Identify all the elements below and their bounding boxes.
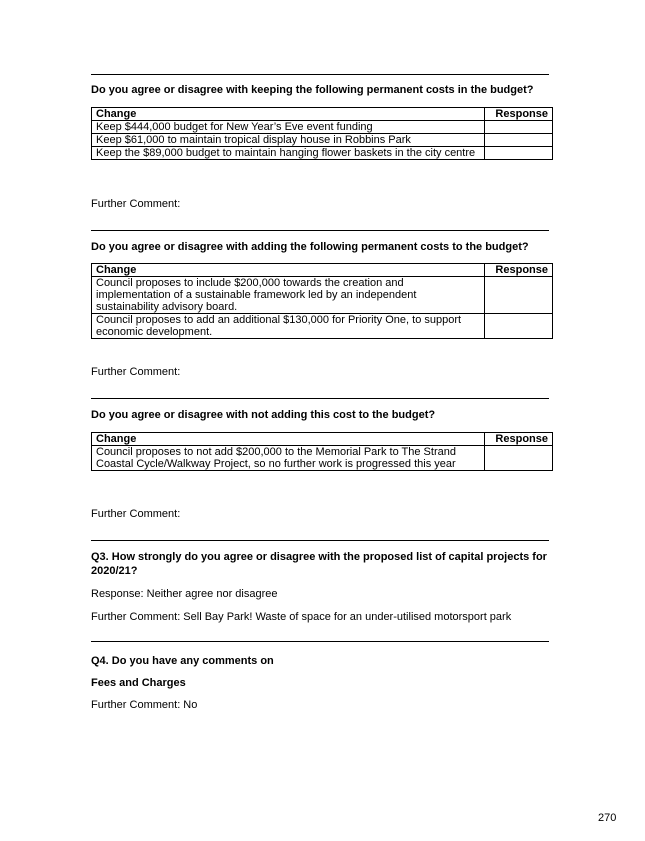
change-cell: Council proposes to not add $200,000 to the Memorial Park to The Strand Coastal Cycle/Walkway Project, so no further work is progressed this year [92,446,485,471]
response-cell [485,134,553,147]
q3-further-comment: Further Comment: Sell Bay Park! Waste of space for an under-utilised motorsport park [91,611,512,623]
response-cell [485,277,553,314]
section2-question: Do you agree or disagree with adding the following permanent costs to the budget? [91,241,529,253]
further-comment-label: Further Comment: [91,198,181,210]
section2-table [91,263,553,339]
response-cell [485,121,553,134]
table-row [92,446,553,471]
q4-question: Q4. Do you have any comments on [91,655,274,667]
table-row [92,314,553,339]
response-cell [485,446,553,471]
response-cell [485,147,553,160]
header-change: Change [92,108,485,121]
change-cell: Council proposes to include $200,000 towards the creation and implementation of a sustainable framework led by an independent sustainability advisory board. [92,277,485,314]
q4-further-comment: Further Comment: No [91,699,198,711]
section1-table [91,107,553,160]
change-cell: Council proposes to add an additional $130,000 for Priority One, to support economic development. [92,314,485,339]
header-response: Response [485,433,553,446]
divider [91,398,549,399]
header-response: Response [485,108,553,121]
section3-table [91,432,553,471]
header-change: Change [92,264,485,277]
change-cell: Keep $444,000 budget for New Year’s Eve event funding [92,121,485,134]
section1-question: Do you agree or disagree with keeping the following permanent costs in the budget? [91,84,534,96]
q3-question: Q3. How strongly do you agree or disagree with the proposed list of capital projects for 2020/21? [91,551,547,577]
table-row [92,134,553,147]
table-row [92,277,553,314]
change-cell: Keep $61,000 to maintain tropical display house in Robbins Park [92,134,485,147]
q4-subheading: Fees and Charges [91,677,186,689]
further-comment-label: Further Comment: [91,366,181,378]
divider [91,230,549,231]
page-number: 270 [598,812,617,824]
further-comment-label: Further Comment: [91,508,181,520]
change-cell: Keep the $89,000 budget to maintain hanging flower baskets in the city centre [92,147,485,160]
divider [91,641,549,642]
q3-response: Response: Neither agree nor disagree [91,588,278,600]
section3-question: Do you agree or disagree with not adding this cost to the budget? [91,409,436,421]
header-response: Response [485,264,553,277]
header-change: Change [92,433,485,446]
response-cell [485,314,553,339]
divider [91,74,549,75]
divider [91,540,549,541]
table-row [92,147,553,160]
table-row [92,121,553,134]
